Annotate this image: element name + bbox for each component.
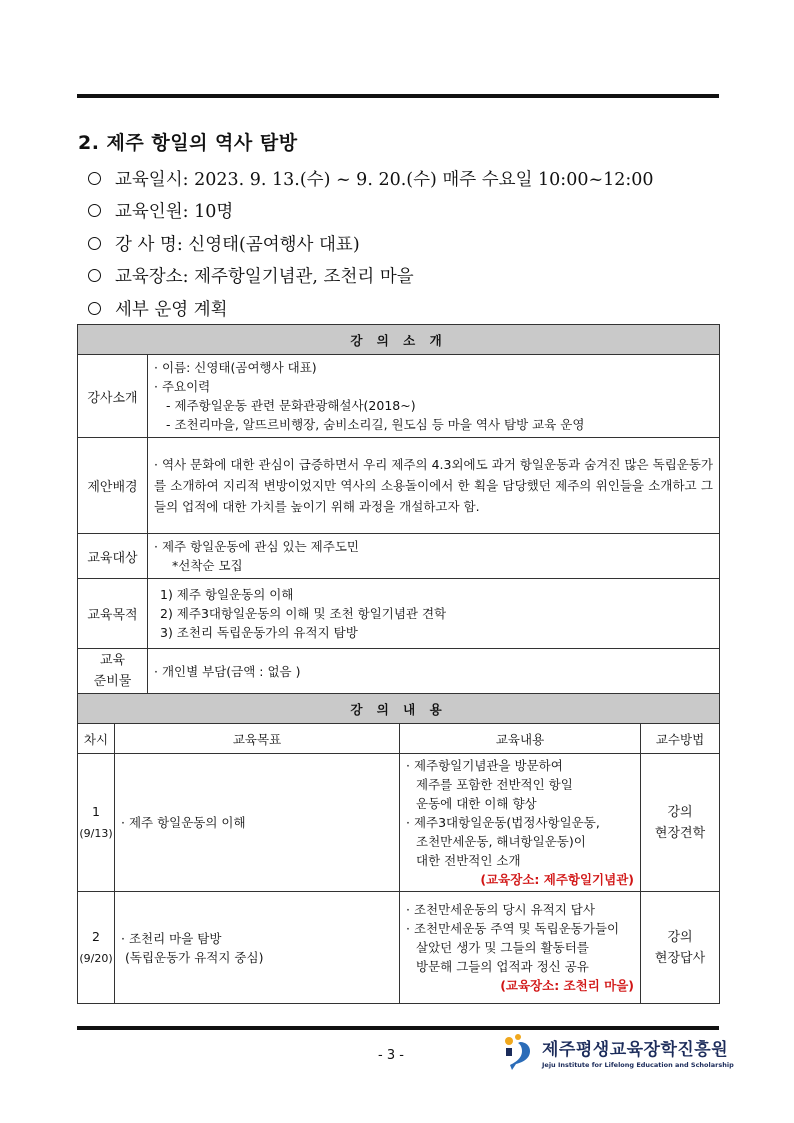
education-target: · 제주 항일운동에 관심 있는 제주도민 *선착순 모집 [148, 534, 720, 579]
col-header-session: 차시 [78, 724, 115, 754]
instructor-info: · 이름: 신영태(곰여행사 대표) · 주요이력 - 제주항일운동 관련 문화관광해설사(2018~) - 조천리마을, 알뜨르비행장, 숨비소리길, 원도심 등 마을 역사 탐방 교육 운영 [148, 355, 720, 438]
table-row [78, 754, 720, 892]
bullet-item: 교육장소: 제주항일기념관, 조천리 마을 [88, 260, 654, 293]
bottom-rule [77, 1026, 719, 1030]
bullet-item: 교육일시: 2023. 9. 13.(수) ~ 9. 20.(수) 매주 수요일 10:00~12:00 [88, 162, 654, 195]
bullet-item: 강 사 명: 신영태(곰여행사 대표) [88, 227, 654, 260]
session-goal: · 조천리 마을 탐방 (독립운동가 유적지 중심) [115, 892, 400, 1004]
session-method: 강의 현장견학 [641, 754, 720, 892]
col-header-goal: 교육목표 [115, 724, 400, 754]
proposal-background: · 역사 문화에 대한 관심이 급증하면서 우리 제주의 4.3외에도 과거 항일운동과 숨겨진 많은 독립운동가를 소개하여 지리적 변방이었지만 역사의 소용돌이에서 한 획을 담당했던 제주의 위인들을 소개하고 그들의 업적에 대한 가치를 높이기 위해 과정을 개설하고자 함. [148, 438, 720, 534]
org-logo [500, 1032, 734, 1072]
place-label: (교육장소: 조천리 마을) [500, 978, 634, 993]
org-emblem-icon [500, 1032, 536, 1072]
circle-bullet-icon [88, 237, 101, 250]
session-content: · 제주항일기념관을 방문하여 제주를 포함한 전반적인 항일 운동에 대한 이해 향상 · 제주3대항일운동(법정사항일운동, 조천만세운동, 해녀항일운동)이 대한 전반적인 소개 (교육장소: 제주항일기념관) [400, 754, 641, 892]
circle-bullet-icon [88, 269, 101, 282]
education-purpose: 1) 제주 항일운동의 이해 2) 제주3대항일운동의 이해 및 조천 항일기념관 견학 3) 조천리 독립운동가의 유적지 탐방 [148, 579, 720, 649]
place-label: (교육장소: 제주항일기념관) [480, 872, 634, 887]
page-number: - 3 - [378, 1048, 404, 1063]
circle-bullet-icon [88, 172, 101, 185]
table-row [78, 892, 720, 1004]
plan-table [77, 324, 720, 1004]
circle-bullet-icon [88, 302, 101, 315]
row-label-supplies: 교육 준비물 [78, 649, 148, 694]
supplies-info: · 개인별 부담(금액 : 없음 ) [148, 649, 720, 694]
intro-header: 강 의 소 개 [78, 325, 720, 355]
row-label-instructor: 강사소개 [78, 355, 148, 438]
session-goal: · 제주 항일운동의 이해 [115, 754, 400, 892]
col-header-method: 교수방법 [641, 724, 720, 754]
session-number: 1 (9/13) [78, 754, 115, 892]
session-number: 2 (9/20) [78, 892, 115, 1004]
row-label-purpose: 교육목적 [78, 579, 148, 649]
row-label-target: 교육대상 [78, 534, 148, 579]
bullet-item: 세부 운영 계획 [88, 292, 654, 325]
col-header-content: 교육내용 [400, 724, 641, 754]
section-title: 2. 제주 항일의 역사 탐방 [78, 132, 298, 154]
bullet-item: 교육인원: 10명 [88, 195, 654, 228]
content-header: 강 의 내 용 [78, 694, 720, 724]
session-method: 강의 현장답사 [641, 892, 720, 1004]
circle-bullet-icon [88, 204, 101, 217]
summary-bullets [88, 162, 654, 325]
session-content: · 조천만세운동의 당시 유적지 답사 · 조천만세운동 주역 및 독립운동가들이 살았던 생가 및 그들의 활동터를 방문해 그들의 업적과 정신 공유 (교육장소: 조천리 마을) [400, 892, 641, 1004]
row-label-background: 제안배경 [78, 438, 148, 534]
org-name: 제주평생교육장학진흥원 [542, 1040, 729, 1060]
org-name-english: Jeju Institute for Lifelong Education and Scholarship [542, 1061, 734, 1069]
top-rule [77, 94, 719, 98]
